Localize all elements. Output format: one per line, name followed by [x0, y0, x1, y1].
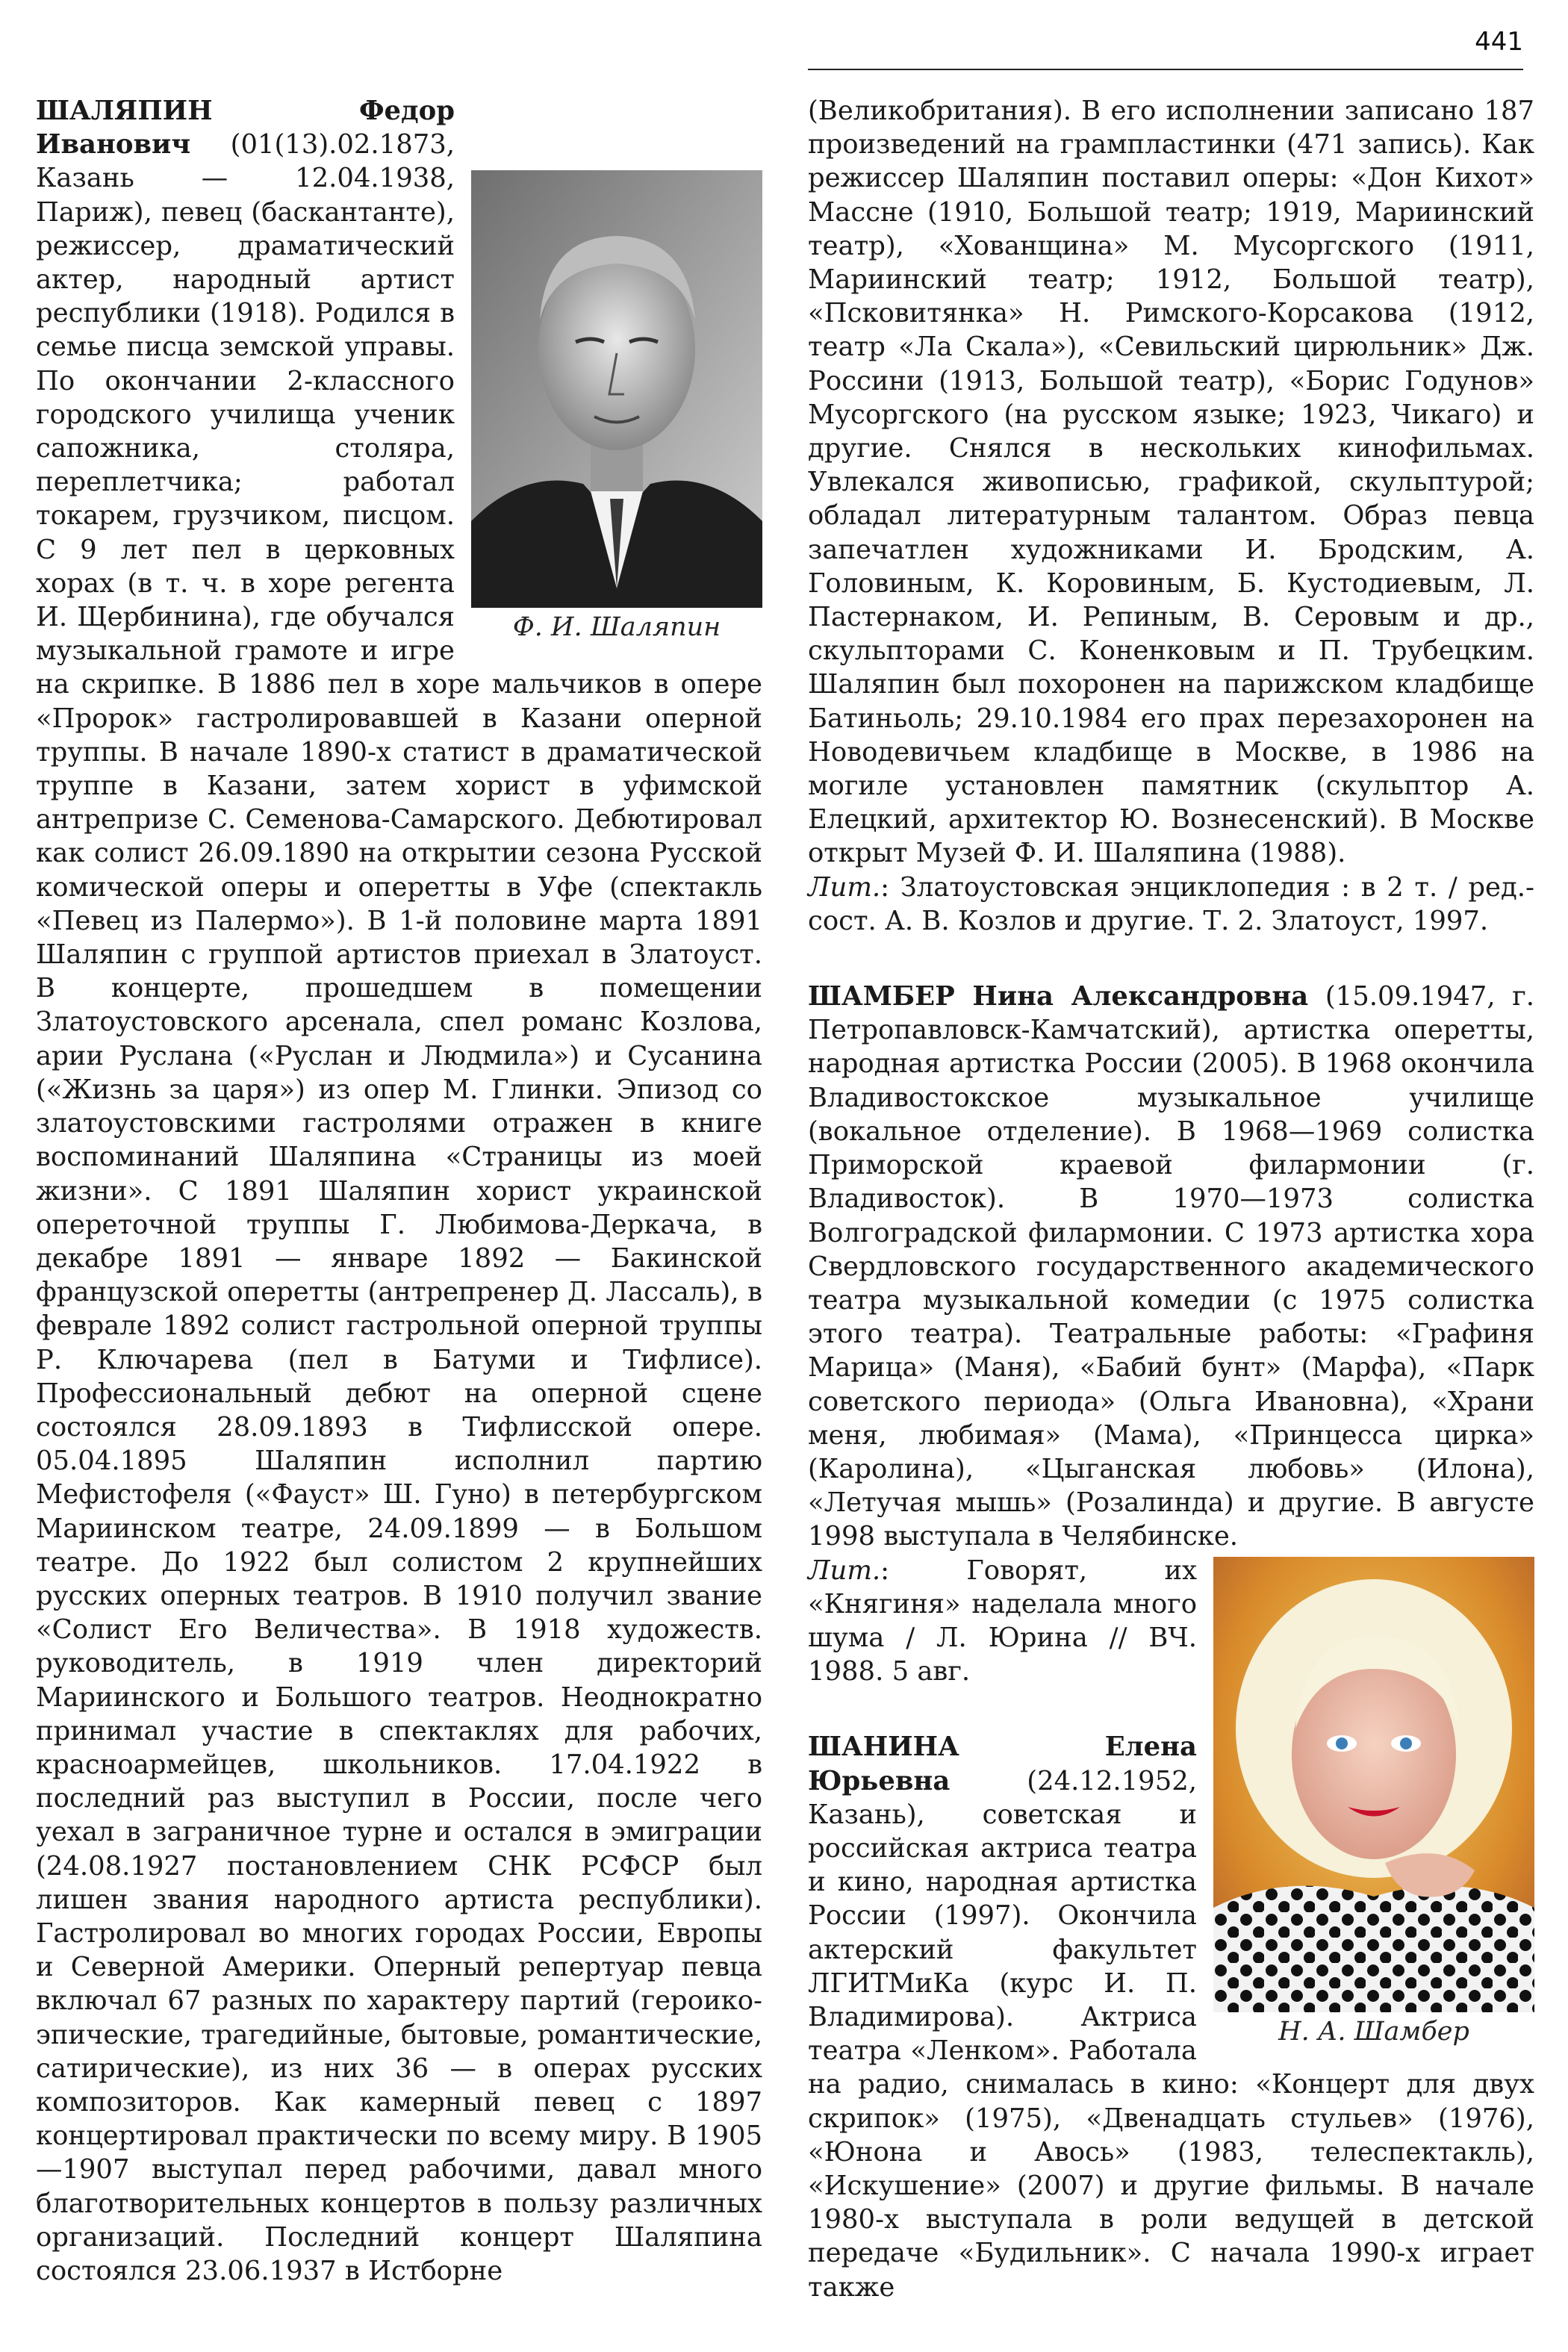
entry-body-shanina: (24.12.1952, Казань), советская и российская актриса театра и кино, народная артистка России (1997). Окончила актерский факультет ЛГИТМиКа (курс И. П. Владимирова). Актриса театра «Ленком». Работала на радио, снималась в кино: «Концерт для двух скрипок» (1975), «Двенадцать стульев» (1976), «Юнона и Авось» (1983, телеспектакль), «Искушение» (2007) и другие фильмы. В начале 1980-х выступала в роли ведущей в детской передаче «Будильник». С начала 1990-х играет также [808, 1765, 1534, 2303]
portrait-shalyapin [471, 170, 762, 608]
page-number: 441 [1475, 27, 1523, 57]
entry-shamber-headline [808, 980, 1534, 1553]
portrait-shamber [1213, 1557, 1534, 2012]
photo-caption-shamber: Н. А. Шамбер [1278, 2016, 1469, 2047]
header-rule [808, 69, 1523, 70]
entry-body-shalyapin: (01(13).02.1873, Казань — 12.04.1938, Париж), певец (баскантанте), режиссер, драматический актер, народный артист республики (1918). Родился в семье писца земской управы. По окончании 2-классного городского училища ученик сапожника, столяра, переплетчика; работал токарем, грузчиком, писцом. С 9 лет пел в церковных хорах (в т. ч. в хоре регента И. Щербинина), где обучался музыкальной грамоте и игре на скрипке. В 1886 пел в хоре мальчиков в опере «Пророк» гастролировавшей в Казани оперной труппы. В начале 1890-х статист в драматической труппе в Казани, затем хорист в уфимской антрепризе С. Семенова-Самарского. Дебютировал как солист 26.09.1890 на открытии сезона Русской комической оперы и оперетты в Уфе (спектакль «Певец из Палермо»). В 1-й половине марта 1891 Шаляпин с группой артистов приехал в Златоуст. В концерте, прошедшем в помещении Златоустовского арсенала, спел романс Козлова, арии Руслана («Руслан и Людмила») и Сусанина («Жизнь за царя») из опер М. Глинки. Эпизод со златоустовскими гастролями отражен в книге воспоминаний Шаляпина «Страницы из моей жизни». С 1891 Шаляпин хорист украинской опереточной труппы Г. Любимова-Деркача, в декабре 1891 — январе 1892 — Бакинской французской оперетты (антрепренер Д. Лассаль), в феврале 1892 солист гастрольной оперной труппы Р. Ключарева (пел в Батуми и Тифлисе). Профессиональный дебют на оперной сцене состоялся 28.09.1893 в Тифлисской опере. 05.04.1895 Шаляпин исполнил партию Мефистофеля («Фауст» Ш. Гуно) в петербургском Мариинском театре, 24.09.1899 — в Большом театре. До 1922 был солистом 2 крупнейших русских оперных театров. В 1910 получил звание «Солист Его Величества». В 1918 художеств. руководитель, в 1919 член директорий Мариинского и Большого театров. Неоднократно принимал участие в спектаклях для рабочих, красноармейцев, школьников. 17.04.1922 в последний раз выступил в России, после чего уехал в заграничное турне и остался в эмиграции (24.08.1927 постановлением СНК РСФСР был лишен звания народного артиста республики). Гастролировал во многих городах России, Европы и Северной Америки. Оперный репертуар певца включал 67 разных по характеру партий (героико-эпические, трагедийные, бытовые, романтические, сатирические), из них 36 — в операх русских композиторов. Как камерный певец с 1897 концертировал практически по всему миру. В 1905—1907 выступал перед рабочими, давал много благотворительных концертов в пользу различных организаций. Последний концерт Шаляпина состоялся 23.06.1937 в Истборне [36, 129, 762, 2286]
literature-text-shalyapin: : Златоустовская энциклопедия : в 2 т. / ред.-сост. А. В. Козлов и другие. Т. 2. Златоуст, 1997. [808, 871, 1534, 936]
headword-shanina: ШАНИНА Елена Юрьевна [808, 1732, 1197, 1796]
headword-shamber: ШАМБЕР Нина Александровна [808, 981, 1309, 1012]
literature-label: Лит. [808, 1555, 881, 1586]
photo-shamber-frame [1213, 1557, 1534, 2050]
entry-shalyapin-continued: (Великобритания). В его исполнении записано 187 произведений на грампластинки (471 запись). Как режиссер Шаляпин поставил оперы: «Дон Кихот» Массне (1910, Большой театр; 1919, Мариинский театр), «Хованщина» М. Мусоргского (1911, Мариинский театр; 1912, Большой театр), «Псковитянка» Н. Римского-Корсакова (1912, театр «Ла Скала»), «Севильский цирюльник» Дж. Россини (1913, Большой театр), «Борис Годунов» Мусоргского (на русском языке; 1923, Чикаго) и другие. Снялся в нескольких кинофильмах. Увлекался живописью, графикой, скульптурой; обладал литературным талантом. Образ певца запечатлен художниками И. Бродским, А. Головиным, К. Коровиным, Б. Кустодиевым, Л. Пастернаком, И. Репиным, В. Серовым и др., скульпторами С. Коненковым и П. Трубецким. Шаляпин был похоронен на парижском кладбище Батиньоль; 29.10.1984 его прах перезахоронен на Новодевичьем кладбище в Москве, в 1986 на могиле установлен памятник (скульптор А. Елецкий, архитектор Ю. Вознесенский). В Москве открыт Музей Ф. И. Шаляпина (1988). [808, 96, 1534, 869]
left-column [36, 94, 762, 2330]
literature-label: Лит. [808, 871, 881, 903]
entry-body-shamber: (15.09.1947, г. Петропавловск-Камчатский), артистка оперетты, народная артистка России (2005). В 1968 окончила Владивостокское музыкальное училище (вокальное отделение). В 1968—1969 солистка Приморской краевой филармонии (г. Владивосток). В 1970—1973 солистка Волгоградской филармонии. С 1973 артистка хора Свердловского государственного академического театра музыкальной комедии (с 1975 солистка этого театра). Театральные работы: «Графиня Марица» (Маня), «Бабий бунт» (Марфа), «Парк советского периода» (Ольга Ивановна), «Храни меня, любимая» (Мама), «Принцесса цирка» (Каролина), «Цыганская любовь» (Илона), «Летучая мышь» (Розалинда) и другие. В августе 1998 выступала в Челябинске. [808, 981, 1534, 1552]
photo-shalyapin-frame [471, 170, 762, 641]
right-column [808, 94, 1534, 2330]
entry-gap [808, 938, 1534, 980]
photo-caption-shalyapin: Ф. И. Шаляпин [512, 612, 721, 642]
literature-shalyapin [808, 871, 1534, 938]
headword-shalyapin: ШАЛЯПИН Федор Иванович [36, 96, 455, 161]
literature-text-shamber: : Говорят, их «Княгиня» наделала много шума / Л. Юрина // ВЧ. 1988. 5 авг. [808, 1555, 1197, 1687]
